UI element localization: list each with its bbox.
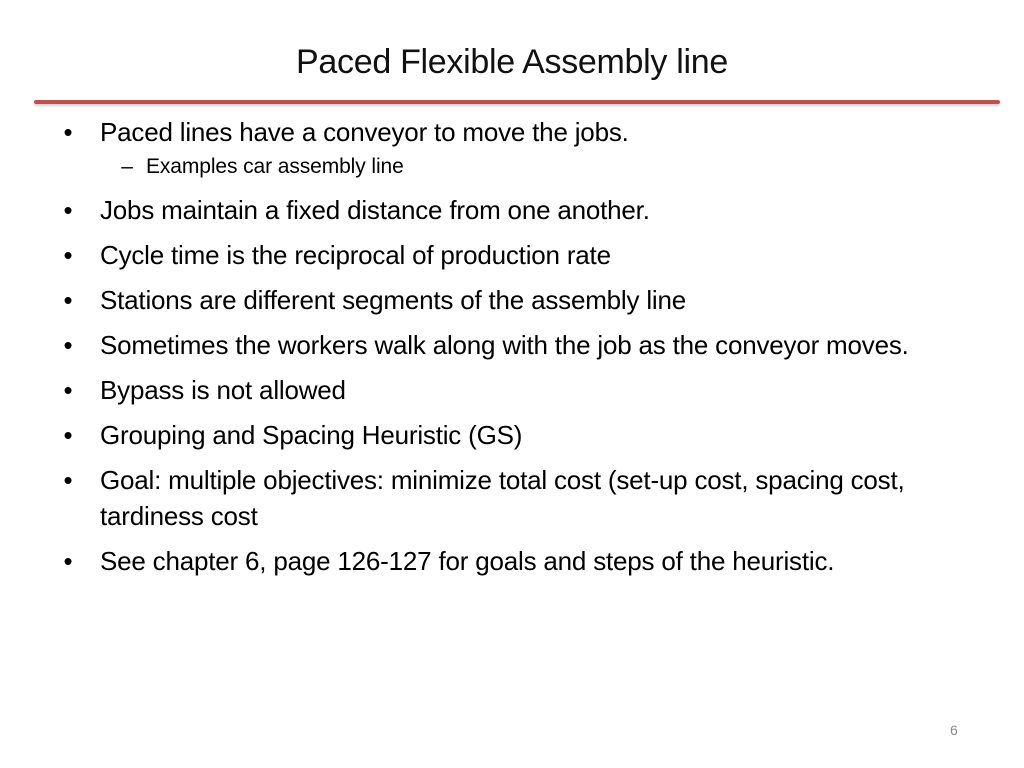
bullet-text: Jobs maintain a fixed distance from one another.	[100, 195, 650, 225]
sub-bullet-item	[56, 154, 936, 180]
bullet-item	[56, 417, 936, 453]
title-divider	[34, 100, 1000, 104]
bullet-list	[56, 114, 936, 588]
bullet-marker: •	[63, 195, 73, 225]
slide-title: Paced Flexible Assembly line	[296, 43, 728, 81]
bullet-marker: •	[63, 546, 73, 576]
sub-bullet-text: Examples car assembly line	[146, 155, 404, 178]
bullet-item	[56, 282, 936, 318]
sub-bullet-marker: –	[121, 155, 133, 178]
bullet-marker: •	[63, 285, 73, 315]
bullet-text: Grouping and Spacing Heuristic (GS)	[100, 420, 523, 450]
bullet-item	[56, 192, 936, 228]
bullet-text: Cycle time is the reciprocal of production rate	[100, 240, 611, 270]
bullet-marker: •	[63, 330, 73, 360]
bullet-text: Stations are different segments of the assembly line	[100, 285, 687, 315]
bullet-marker: •	[63, 240, 73, 270]
bullet-item	[56, 462, 936, 534]
bullet-item	[56, 372, 936, 408]
bullet-item	[56, 543, 936, 579]
bullet-text: See chapter 6, page 126-127 for goals and steps of the heuristic.	[100, 546, 835, 576]
bullet-marker: •	[63, 465, 73, 495]
page-number: 6	[950, 722, 958, 738]
bullet-marker: •	[63, 375, 73, 405]
bullet-item	[56, 327, 936, 363]
bullet-text: Goal: multiple objectives: minimize total cost (set-up cost, spacing cost, tardiness cost	[100, 465, 905, 531]
bullet-marker: •	[63, 117, 73, 147]
bullet-item	[56, 114, 936, 150]
bullet-text: Bypass is not allowed	[100, 375, 346, 405]
bullet-text: Paced lines have a conveyor to move the jobs.	[100, 117, 629, 147]
bullet-text: Sometimes the workers walk along with the job as the conveyor moves.	[100, 330, 909, 360]
bullet-marker: •	[63, 420, 73, 450]
bullet-item	[56, 237, 936, 273]
